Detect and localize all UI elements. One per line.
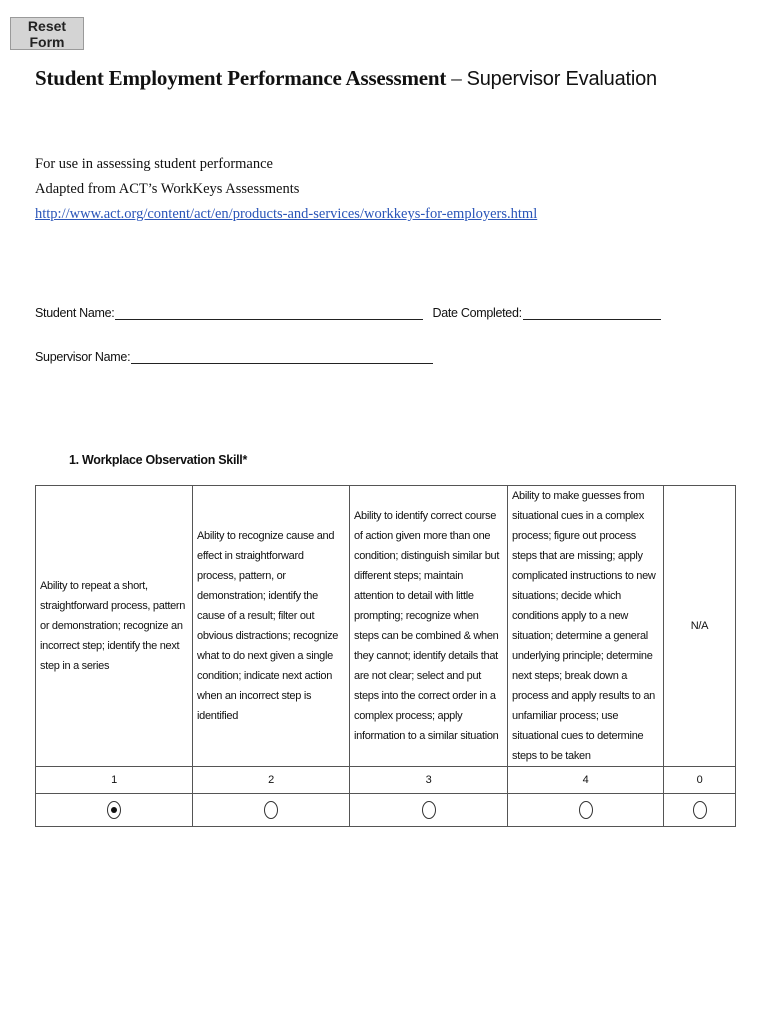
supervisor-name-field[interactable] [131,351,433,364]
supervisor-name-label: Supervisor Name: [35,350,131,364]
level-3-description: Ability to identify correct course of action given more than one condition; distinguish similar but different steps; maintain attention to detail with little prompting; recognize when steps can be combined & when they cannot; identify details that are not clear; select and put steps into the correct order in a complex process; apply information to a similar situation [350,486,508,767]
student-name-row [35,306,661,320]
student-name-field[interactable] [115,307,423,320]
page-title [35,66,755,91]
intro-line-source: Adapted from ACT’s WorkKeys Assessments [35,181,300,197]
date-completed-field[interactable] [523,307,661,320]
workkeys-link[interactable]: http://www.act.org/content/act/en/products-and-services/workkeys-for-employers.html [35,206,538,222]
intro-line-purpose: For use in assessing student performance [35,156,273,172]
rubric-description-row [36,486,736,767]
score-2-radio[interactable] [264,801,278,819]
score-0-radio[interactable] [693,801,707,819]
title-separator: – [446,66,467,90]
score-1-radio[interactable] [107,801,121,819]
intro-block [35,152,735,227]
workplace-observation-rubric [35,485,736,827]
score-4-radio[interactable] [579,801,593,819]
level-4-description: Ability to make guesses from situational cues in a complex process; figure out process steps that are missing; apply complicated instructions to new situations; decide which conditions apply to a new situation; determine a general underlying principle; determine next steps; break down a process and apply results to an unfamiliar process; use situational cues to determine steps to be taken [508,486,664,767]
score-3-radio[interactable] [422,801,436,819]
date-completed-label: Date Completed: [432,306,522,320]
level-2-description: Ability to recognize cause and effect in straightforward process, pattern, or demonstration; identify the cause of a result; filter out obvious distractions; recognize what to do next given a single condition; indicate next action when an incorrect step is identified [193,486,350,767]
score-label-3: 3 [350,767,508,794]
supervisor-name-row [35,350,433,364]
title-subtitle: Supervisor Evaluation [466,68,657,90]
rubric-radio-row [36,794,736,827]
na-description: N/A [664,486,736,767]
score-label-2: 2 [193,767,350,794]
level-1-description: Ability to repeat a short, straightforward process, pattern or demonstration; recognize an incorrect step; identify the next step in a series [36,486,193,767]
score-label-4: 4 [508,767,664,794]
score-label-0: 0 [664,767,736,794]
rubric-score-row [36,767,736,794]
student-name-label: Student Name: [35,306,115,320]
title-main: Student Employment Performance Assessment [35,66,447,90]
score-label-1: 1 [36,767,193,794]
section-heading-workplace-observation: 1. Workplace Observation Skill* [69,453,248,467]
reset-form-button[interactable]: Reset Form [10,17,84,50]
